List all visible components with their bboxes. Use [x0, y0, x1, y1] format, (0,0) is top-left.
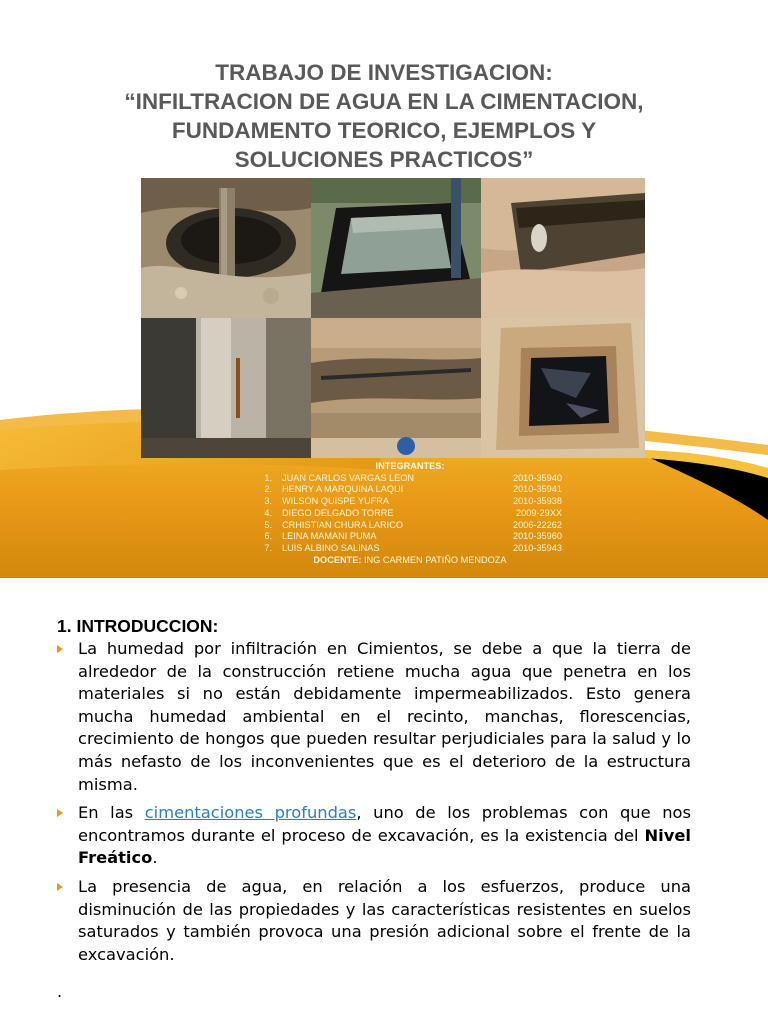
member-code: 2009-29XX [516, 507, 562, 518]
section-title: 1. INTRODUCCION: [57, 616, 219, 636]
docente-line [240, 555, 580, 567]
photo-collage [141, 178, 645, 458]
integrantes-label: INTEGRANTES: [375, 461, 445, 471]
team-members-block [240, 461, 580, 566]
bullet-item [57, 876, 691, 966]
title-line: FUNDAMENTO TEORICO, EJEMPLOS Y [171, 118, 597, 143]
bullet-arrow-icon [57, 883, 63, 891]
member-code: 2010-35941 [512, 484, 562, 495]
nivel-freatico-text: Nivel Freático [78, 825, 691, 868]
member-number: 4. [264, 507, 272, 518]
member-number: 6. [264, 531, 272, 542]
bullet-item [57, 802, 691, 870]
member-name: LUIS ALBINO SALINAS [282, 542, 380, 553]
member-code: 2010-35940 [512, 472, 562, 483]
bullet-text-mid: , uno de los problemas con que nos encontramos durante el proceso de excavación, es la existencia del [78, 803, 691, 845]
trench-pipe-photo [311, 318, 481, 458]
bullet-text-post: . [152, 848, 158, 868]
member-name: WILSON QUISPE YUFRA [282, 496, 390, 507]
member-number: 5. [264, 519, 272, 530]
introduction-slide [0, 578, 768, 1024]
member-number: 3. [264, 496, 272, 507]
member-number: 7. [264, 542, 272, 553]
presentation-title [40, 58, 728, 174]
square-pit-photo [481, 318, 645, 458]
bullet-text: La presencia de agua, en relación a los esfuerzos, produce una disminución de las propiedades y las características resistentes en suelos saturados y también provoca una presión adicional sobre el frente de la excavación. [78, 876, 691, 964]
bullet-arrow-icon [57, 645, 63, 653]
member-row [240, 484, 580, 496]
bullet-item [57, 638, 691, 796]
cimentaciones-profundas-link[interactable]: cimentaciones profundas [144, 803, 357, 823]
trailing-dot: . [57, 982, 63, 1001]
member-number: 1. [264, 472, 272, 483]
member-row [240, 473, 580, 485]
plastic-lined-pit-photo [311, 178, 481, 318]
bullet-arrow-icon [57, 809, 63, 817]
member-name: CRHISTIAN CHURA LARICO [282, 519, 403, 530]
soil-excavation-photo [481, 178, 645, 318]
bullet-list [57, 638, 691, 972]
member-code: 2006-22262 [512, 519, 562, 530]
member-row [240, 508, 580, 520]
docente-name: ING CARMEN PATIÑO MENDOZA [363, 554, 507, 565]
title-line: SOLUCIONES PRACTICOS” [234, 147, 534, 172]
member-code: 2010-35938 [512, 496, 562, 507]
member-row [240, 543, 580, 555]
title-line: TRABAJO DE INVESTIGACION: [215, 60, 553, 85]
member-name: JUAN CARLOS VARGAS LEON [282, 472, 415, 483]
docente-label: DOCENTE: [313, 554, 362, 565]
foundation-pit-photo [141, 178, 311, 318]
member-name: HENRY A MARQUINA LAQUI [282, 484, 404, 495]
bullet-text: La humedad por infiltración en Cimientos, se debe a que la tierra de alrededor de la construcción retiene mucha agua que penetra en los materiales si no están debidamente impermeabilizados. Esto genera mucha humedad ambiental en el recinto, manchas, florescencias, crecimiento de hongos que pueden resultar perjudiciales para la salud y lo más nefasto de los inconvenientes que es el deterioro de la estructura misma. [78, 639, 691, 794]
member-row [240, 520, 580, 532]
member-row [240, 531, 580, 543]
member-code: 2010-35943 [512, 542, 562, 553]
concrete-column-photo [141, 318, 311, 458]
member-number: 2. [264, 484, 272, 495]
member-code: 2010-35960 [512, 531, 562, 542]
bullet-text-pre: En las [78, 803, 145, 823]
title-line: “INFILTRACION DE AGUA EN LA CIMENTACION, [124, 89, 644, 114]
member-row [240, 496, 580, 508]
member-name: DIEGO DELGADO TORRE [282, 507, 394, 518]
member-name: LEINA MAMANI PUMA [282, 531, 377, 542]
